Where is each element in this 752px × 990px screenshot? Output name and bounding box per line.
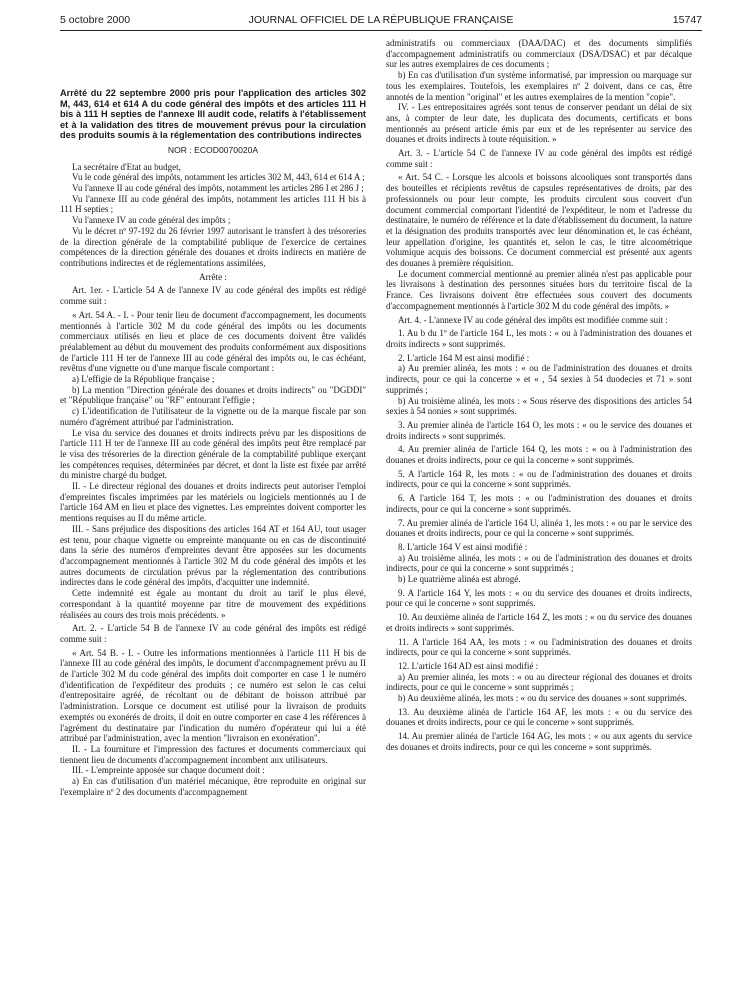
paragraph: Vu l'annexe IV au code général des impôts ;: [72, 215, 231, 226]
paragraph: 11. A l'article 164 AA, les mots : « ou l'administration des douanes et droits indirects, pour ce qui la concerne » sont supprimés.: [386, 636, 692, 658]
paragraph: Le visa du service des douanes et droits indirects prévu par les dispositions de l'article 111 H ter de l'annexe III au code général des impôts peut être remplacé par le visa des trésoreries de la direction générale de la comptabilité publique exerçant les compétences requises, déterminées par décret, et dont la liste est fixée par arrêté du ministre chargé du budget.: [60, 427, 366, 481]
paragraph: administratifs ou commerciaux (DAA/DAC) et des documents simplifiés d'accompagnement administratifs ou commerciaux (DSA/DSAC) et par décalque sur les autres exemplaires de ces documents ;: [386, 38, 692, 70]
nor-reference: NOR : ECOD0070020A: [167, 144, 259, 155]
left-column: [60, 88, 366, 797]
paragraph: « Art. 54 C. - Lorsque les alcools et boissons alcooliques sont transportés dans des bouteilles et récipients revêtus de capsules représentatives de droits, par des professionnels ou pour leur compte, les produits circulent sous couvert d'un document commercial comportant l'identité de l'expéditeur, le nom et l'adresse du destinataire, le numéro de référence et la date d'établissement du document, la nature et la désignation des produits transportés avec leur dénomination et, le cas échéant, leur appellation d'origine, les quantités et, selon le cas, le titre alcoométrique volumique acquis des boissons. Ce document commercial est présenté aux agents des douanes à première réquisition.: [386, 172, 692, 269]
paragraph: 6. A l'article 164 T, les mots : « ou l'administration des douanes et droits indirects, pour ce qui la concerne » sont supprimés.: [386, 493, 692, 514]
paragraph: Le document commercial mentionné au premier alinéa n'est pas applicable pour les livraisons à destination des personnes situées hors du territoire fiscal de la France. Ces livraisons doivent être effectuées sous couvert des documents d'accompagnement mentionnés à l'article 302 M du code général des impôts. »: [386, 268, 692, 311]
paragraph: 1. Au b du 1º de l'article 164 L, les mots : « ou à l'administration des douanes et droits indirects » sont supprimés.: [386, 328, 692, 349]
paragraph: Cette indemnité est égale au montant du droit au tarif le plus élevé, correspondant à la quantité moyenne par titre de mouvement des expéditions réalisées au cours des trois mois précédents. »: [60, 588, 366, 620]
issue-date: 5 octobre 2000: [60, 14, 131, 26]
page-number: 15747: [672, 14, 702, 26]
paragraph: b) En cas d'utilisation d'un système informatisé, par impression ou marquage sur tous les exemplaires. Toutefois, les exemplaires nº 2 doivent, dans ce cas, être annotés de la mention "original" et les autres exemplaires de la mention "copie".: [386, 70, 692, 102]
paragraph: 9. A l'article 164 Y, les mots : « ou du service des douanes et droits indirects, pour ce qui le concerne » sont supprimés.: [386, 587, 692, 609]
paragraph: « Art. 54 A. - I. - Pour tenir lieu de document d'accompagnement, les documents mentionnés à l'article 302 M du code général des impôts ou les documents commerciaux utilisés en lieu et place de ces documents doivent être validés préalablement au début du mouvement des produits conformément aux dispositions de l'article 111 H ter de l'annexe III au code général des impôts ou, le cas échéant, revêtus d'une vignette ou d'une marque fiscale comportant :: [60, 309, 366, 374]
paragraph: Vu le décret nº 97-192 du 26 février 1997 autorisant le transfert à des trésoreries de la direction générale de la comptabilité publique de l'exercice de certaines compétences de la direction générale des douanes et droits indirects en matière de contributions indirectes et de réglementations assimilées,: [60, 225, 366, 268]
paragraph: c) L'identification de l'utilisateur de la vignette ou de la marque fiscale par son numéro d'agrément attribué par l'administration.: [60, 406, 366, 427]
paragraph: III. - Sans préjudice des dispositions des articles 164 AT et 164 AU, tout usager est tenu, pour chaque vignette ou empreinte manquante ou en cas de discontinuité dans la série des numéros d'empreintes devant être apposées sur les documents d'accompagnement mentionnés à l'article 302 M du code général des impôts et les autres documents de circulation prévus par la réglementation des contributions indirectes dans le code général des impôts, d'acquitter une indemnité.: [60, 523, 366, 588]
article-4-heading: Art. 4. - L'annexe IV au code général des impôts est modifiée comme suit :: [398, 314, 668, 325]
article-3-heading: Art. 3. - L'article 54 C de l'annexe IV au code général des impôts est rédigé comme suit :: [386, 148, 692, 169]
paragraph: a) Au troisième alinéa, les mots : « ou de l'administration des douanes et droits indirects, pour ce qui la concerne » sont supprimés ;: [386, 552, 692, 574]
paragraph: b) Au deuxième alinéa, les mots : « ou du service des douanes » sont supprimés.: [398, 693, 687, 704]
paragraph: « Art. 54 B. - I. - Outre les informations mentionnées à l'article 111 H bis de l'annexe III au code général des impôts, le document d'accompagnement prévu au II de l'article 302 M du code général des impôts doit comporter en case 1 le numéro d'identification de l'expéditeur des produits ; ce numéro est selon le cas celui d'entrepositaire agréé, de récoltant ou de débitant de boisson attribué par l'administration. Lorsque ce document est utilisé pour la livraison de produits exemptés ou exonérés de droits, il doit en outre comporter en case 4 les références à l'agrément du destinataire par l'indication du numéro d'opérateur qui lui a été attribué par l'administration, avec la mention "livraison en exonération".: [60, 647, 366, 744]
paragraph: 8. L'article 164 V est ainsi modifié :: [398, 541, 528, 552]
paragraph: II. - La fourniture et l'impression des factures et documents commerciaux qui tiennent lieu de documents d'accompagnement incombent aux utilisateurs.: [60, 743, 366, 765]
paragraph: 12. L'article 164 AD est ainsi modifié :: [398, 660, 539, 671]
paragraph: Vu l'annexe III au code général des impôts, notamment les articles 111 H bis à 111 H septies ;: [60, 193, 366, 215]
page-header: [60, 12, 702, 31]
paragraph: IV. - Les entrepositaires agréés sont tenus de conserver pendant un délai de six ans, à compter de leur date, les duplicata des documents, certificats et bons mentionnés au présent article émis par eux et de les représenter au service des douanes et droits indirects à toute réquisition. »: [386, 102, 692, 145]
paragraph: II. - Le directeur régional des douanes et droits indirects peut autoriser l'emploi d'empreintes fiscales imprimées par les matériels ou logiciels mentionnés au I de l'article 164 AM en lieu et place des vignettes. Les empreintes doivent comporter les mentions requises au II du même article.: [60, 481, 366, 524]
paragraph: 13. Au deuxième alinéa de l'article 164 AF, les mots : « ou du service des douanes et droits indirects, pour ce qui le concerne » sont supprimés.: [386, 706, 692, 728]
paragraph: Vu l'annexe II au code général des impôts, notamment les articles 286 I et 286 J ;: [72, 183, 364, 194]
paragraph: 5. A l'article 164 R, les mots : « ou de l'administration des douanes et droits indirects, pour ce qui la concerne » sont supprimés.: [386, 468, 692, 490]
paragraph: b) Au troisième alinéa, les mots : « Sous réserve des dispositions des articles 54 sexies à 54 nonies » sont supprimés.: [386, 395, 692, 417]
paragraph: 14. Au premier alinéa de l'article 164 AG, les mots : « ou aux agents du service des douanes et droits indirects, pour ce qui les concerne » sont supprimés.: [386, 731, 692, 752]
journal-title: JOURNAL OFFICIEL DE LA RÉPUBLIQUE FRANÇAISE: [248, 14, 514, 26]
paragraph: III. - L'empreinte apposée sur chaque document doit :: [72, 765, 265, 776]
paragraph: 7. Au premier alinéa de l'article 164 U, alinéa 1, les mots : « ou par le service des douanes et droits indirects, pour ce qui la concerne » sont supprimés.: [386, 517, 692, 539]
paragraph: b) Le quatrième alinéa est abrogé.: [398, 574, 521, 585]
paragraph: 3. Au premier alinéa de l'article 164 O, les mots : « ou le service des douanes et droits indirects » sont supprimés.: [386, 419, 692, 441]
paragraph: 10. Au deuxième alinéa de l'article 164 Z, les mots : « ou du service des douanes et droits indirects » sont supprimés.: [386, 612, 692, 633]
arrete-heading: Arrête :: [199, 271, 227, 282]
paragraph: 2. L'article 164 M est ainsi modifié :: [398, 352, 530, 363]
paragraph: a) Au premier alinéa, les mots : « ou au directeur régional des douanes et droits indirects, pour ce qui le concerne » sont supprimés ;: [386, 671, 692, 693]
article-2-heading: Art. 2. - L'article 54 B de l'annexe IV au code général des impôts est rédigé comme suit :: [60, 623, 366, 644]
paragraph: La secrétaire d'Etat au budget,: [72, 161, 181, 172]
paragraph: a) En cas d'utilisation d'un matériel mécanique, être reproduite en original sur l'exemplaire nº 2 des documents d'accompagnement: [60, 776, 366, 797]
right-column: [386, 38, 692, 753]
paragraph: b) La mention "Direction générale des douanes et droits indirects" ou "DGDDI" et "République française" ou "RF" entourant l'effigie ;: [60, 384, 366, 406]
paragraph: Vu le code général des impôts, notamment les articles 302 M, 443, 614 et 614 A ;: [72, 172, 365, 183]
paragraph: 4. Au premier alinéa de l'article 164 Q, les mots : « ou à l'administration des douanes et droits indirects, pour ce qui la concerne » sont supprimés.: [386, 444, 692, 466]
paragraph: a) L'effigie de la République française ;: [72, 374, 215, 385]
article-1-heading: Art. 1er. - L'article 54 A de l'annexe IV au code général des impôts est rédigé comme suit :: [60, 285, 366, 307]
decree-title: Arrêté du 22 septembre 2000 pris pour l'application des articles 302 M, 443, 614 et 614 A du code général des impôts et des articles 111 H bis à 111 H septies de l'annexe III audit code, relatifs à l'établissement et à la validation des titres de mouvement prévus pour la circulation des produits soumis à la réglementation des contributions indirectes: [60, 88, 366, 141]
paragraph: a) Au premier alinéa, les mots : « ou de l'administration des douanes et droits indirects, pour ce qui la concerne » et « , 54 sexies à 54 duodecies et 71 » sont supprimés ;: [386, 363, 692, 395]
